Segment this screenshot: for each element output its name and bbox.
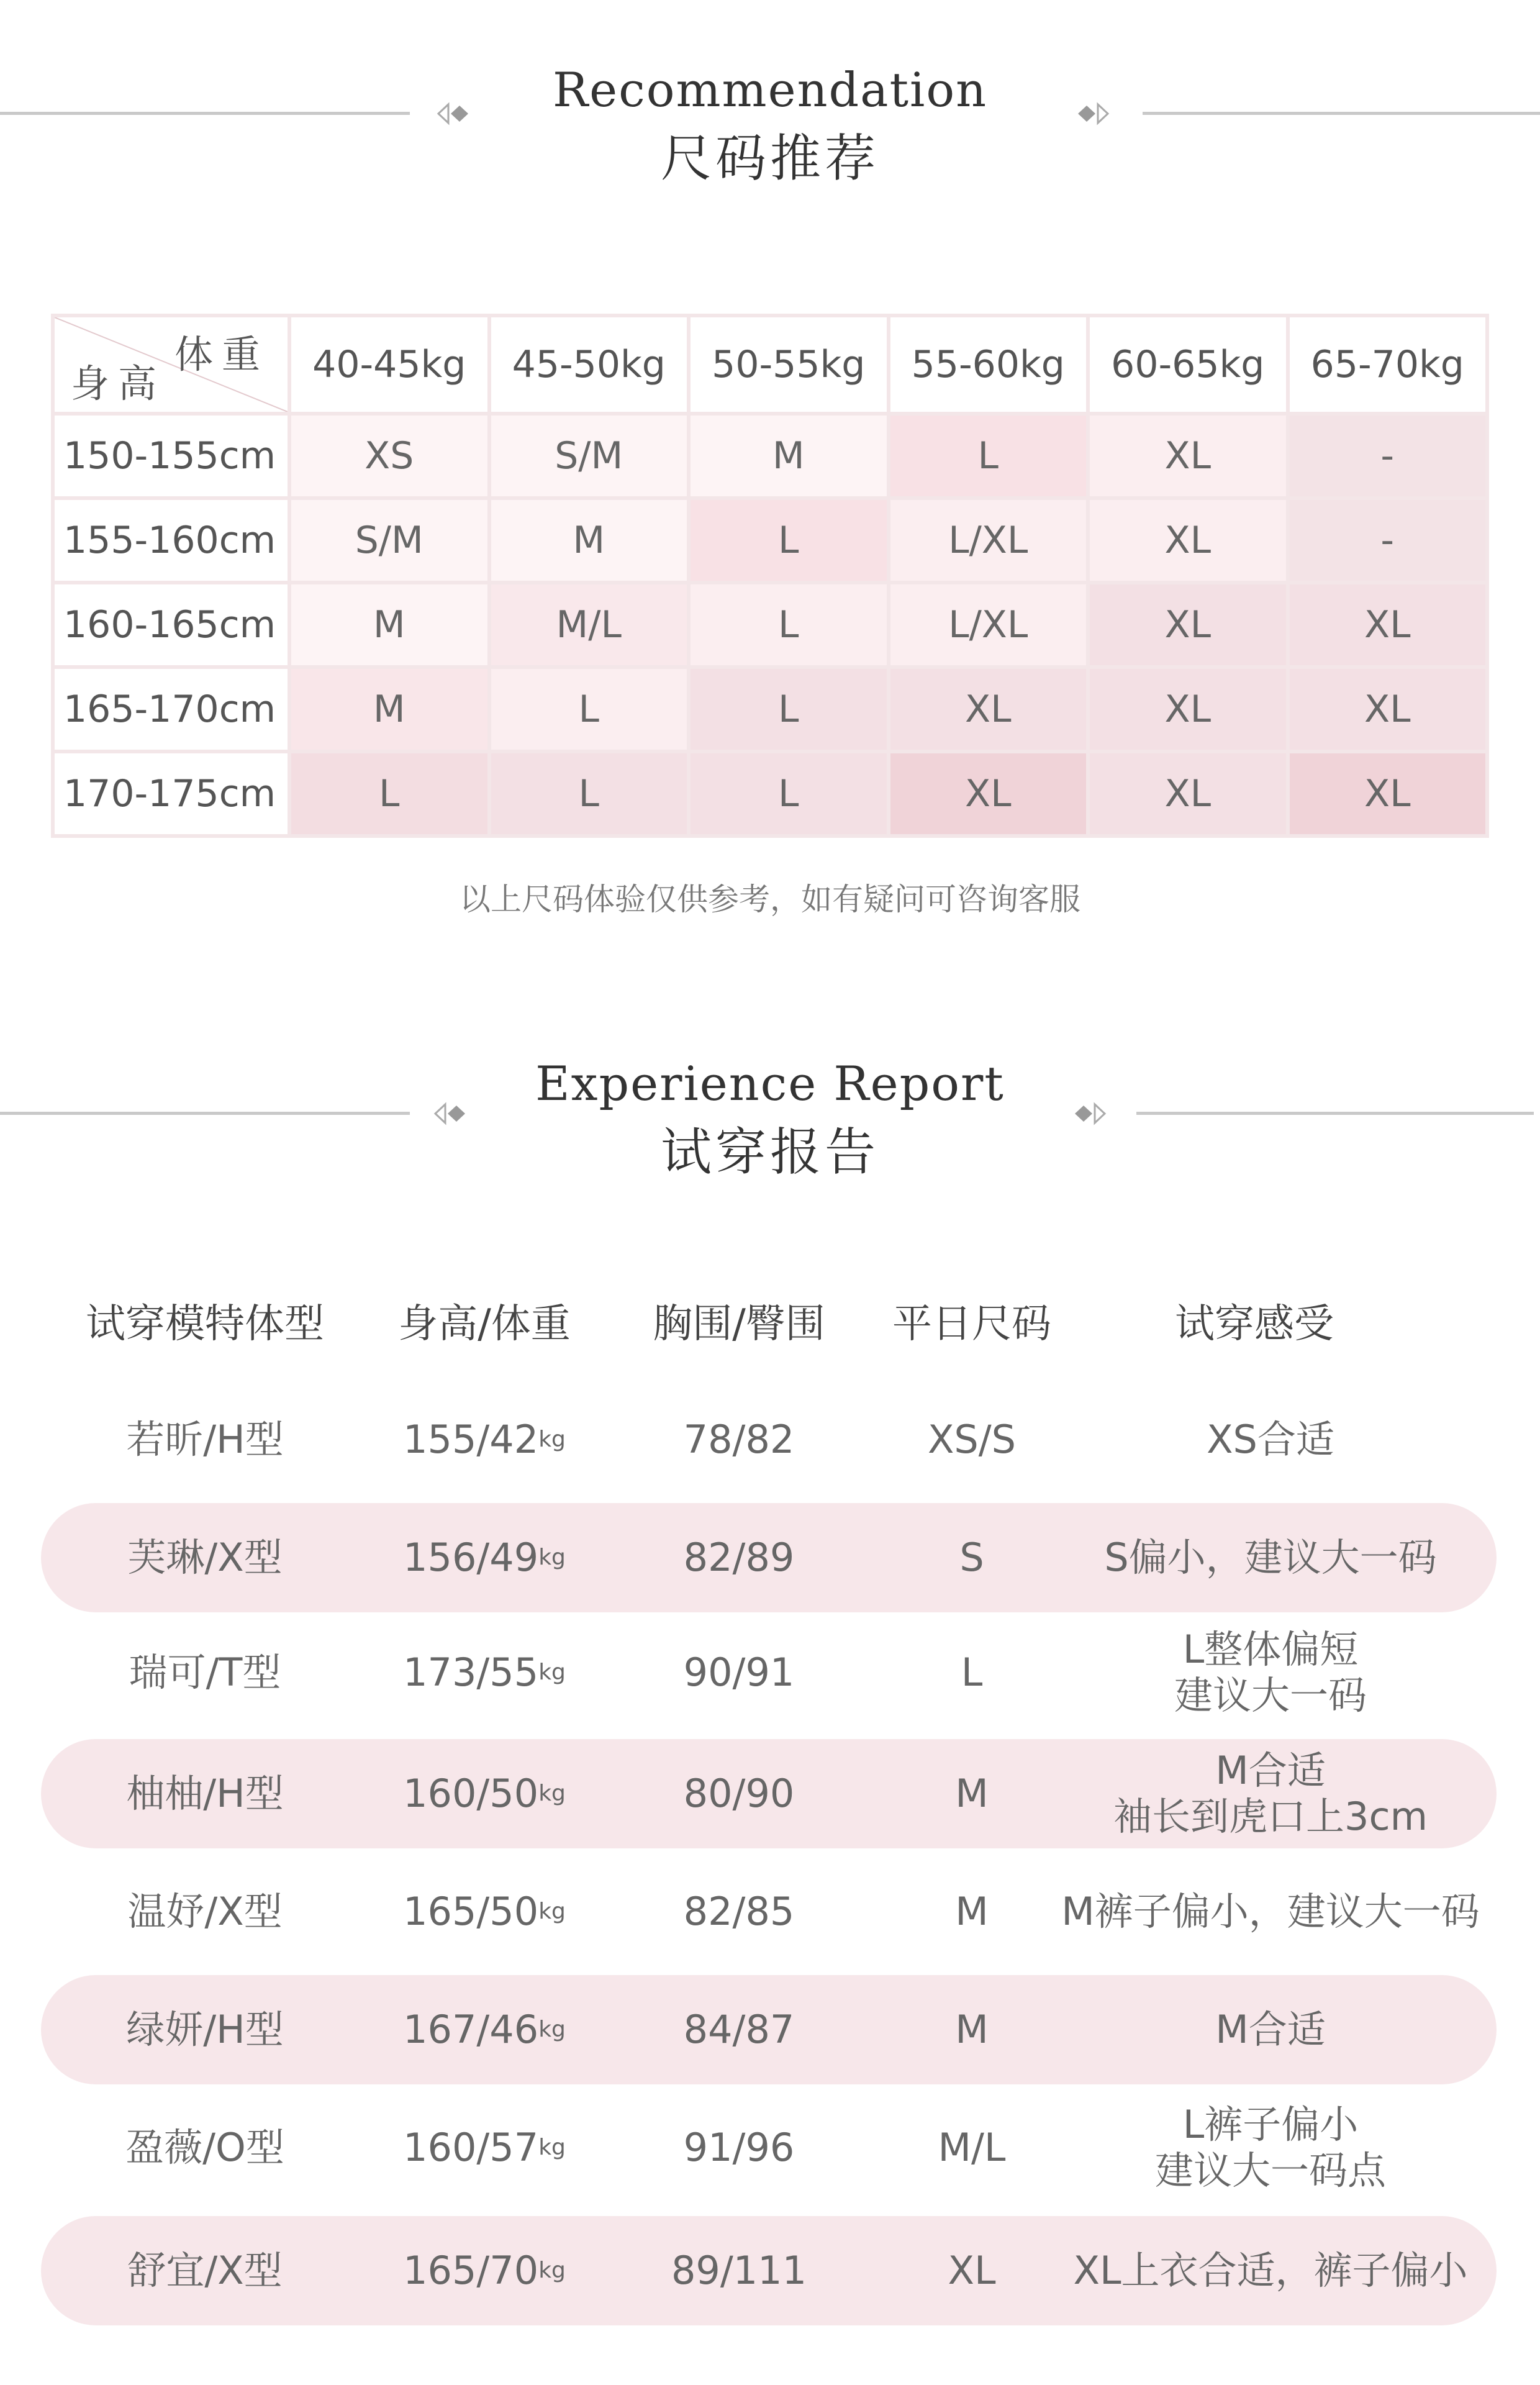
- usual-size: XS/S: [927, 1416, 1017, 1462]
- weight-header: 40-45kg: [291, 317, 487, 412]
- height-weight-value: 167/46: [403, 2006, 539, 2052]
- report-row: [41, 1975, 1497, 2084]
- size-cell: XL: [890, 753, 1087, 834]
- column-header: 试穿模特体型: [86, 1301, 324, 1347]
- report-row: [41, 1385, 1497, 1494]
- size-cell: -: [1290, 500, 1486, 581]
- size-cell: L: [691, 669, 887, 750]
- feedback-line: XL上衣合适，裤子偏小: [1073, 2247, 1468, 2293]
- height-weight-value: 160/50: [403, 1770, 539, 1816]
- size-recommendation-table: [51, 314, 1489, 838]
- report-header-row: [0, 1292, 1540, 1354]
- report-row: [41, 1739, 1497, 1848]
- usual-size: M/L: [938, 2124, 1006, 2170]
- weight-header: 65-70kg: [1290, 317, 1486, 412]
- size-cell: XL: [1090, 500, 1286, 581]
- feedback-line: 袖长到虎口上3cm: [1113, 1794, 1428, 1839]
- kg-unit: kg: [538, 1660, 566, 1686]
- section-title-en: Experience Report: [535, 1056, 1005, 1111]
- size-cell: XL: [1290, 584, 1486, 665]
- kg-unit: kg: [538, 1545, 566, 1571]
- feedback-line: 建议大一码点: [1154, 2148, 1386, 2193]
- usual-size: M: [955, 1888, 989, 1934]
- size-cell: XL: [1090, 669, 1286, 750]
- kg-unit: kg: [538, 2017, 566, 2043]
- feedback-line: XS合适: [1207, 1416, 1334, 1462]
- size-cell: S/M: [491, 416, 687, 496]
- recommendation-header: [0, 50, 1540, 236]
- model-type: 盈薇/O型: [125, 2124, 284, 2170]
- bust-hip: 82/85: [683, 1888, 795, 1934]
- height-weight-value: 165/50: [403, 1888, 539, 1934]
- model-type: 绿妍/H型: [126, 2006, 284, 2052]
- report-row: [41, 1857, 1497, 1966]
- size-cell: M/L: [491, 584, 687, 665]
- size-cell: M: [491, 500, 687, 581]
- height-weight-value: 160/57: [403, 2124, 539, 2170]
- height-weight: [366, 2216, 602, 2325]
- report-row: [41, 1503, 1497, 1612]
- usual-size: L: [961, 1649, 983, 1695]
- usual-size: XL: [948, 2247, 996, 2293]
- size-cell: XL: [1090, 584, 1286, 665]
- fitting-feedback: [1059, 2093, 1482, 2202]
- size-cell: L/XL: [890, 500, 1087, 581]
- height-weight-value: 173/55: [403, 1649, 539, 1695]
- table-row: [55, 500, 1485, 581]
- feedback-line: M裤子偏小，建议大一码: [1061, 1888, 1480, 1934]
- height-weight: [366, 1857, 602, 1966]
- size-cell: XL: [1290, 669, 1486, 750]
- table-row: [55, 584, 1485, 665]
- fitting-feedback: [1059, 1618, 1482, 1727]
- size-cell: -: [1290, 416, 1486, 496]
- size-cell: L: [291, 753, 487, 834]
- kg-unit: kg: [538, 2258, 566, 2284]
- kg-unit: kg: [538, 1427, 566, 1453]
- report-row: [41, 1618, 1497, 1727]
- fitting-feedback: [1059, 1857, 1482, 1966]
- usual-size: S: [959, 1534, 984, 1580]
- size-cell: XS: [291, 416, 487, 496]
- column-header: 胸围/臀围: [653, 1301, 825, 1347]
- kg-unit: kg: [538, 2135, 566, 2161]
- size-cell: M: [291, 669, 487, 750]
- corner-height-label: 身高: [71, 361, 166, 406]
- table-row: [55, 416, 1485, 496]
- fitting-feedback: [1059, 1503, 1482, 1612]
- size-cell: XL: [1090, 416, 1286, 496]
- height-weight: [366, 1618, 602, 1727]
- size-cell: L/XL: [890, 584, 1087, 665]
- model-type: 芙琳/X型: [127, 1534, 283, 1580]
- height-header: 150-155cm: [55, 416, 288, 496]
- table-row: [55, 669, 1485, 750]
- height-weight: [366, 1503, 602, 1612]
- size-cell: XL: [1090, 753, 1286, 834]
- kg-unit: kg: [538, 1899, 566, 1925]
- bust-hip: 89/111: [671, 2247, 807, 2293]
- height-weight-value: 155/42: [403, 1416, 539, 1462]
- fitting-feedback: [1059, 1385, 1482, 1494]
- column-header: 身高/体重: [398, 1301, 571, 1347]
- height-weight: [366, 2093, 602, 2202]
- height-weight-value: 165/70: [403, 2247, 539, 2293]
- size-cell: M: [691, 416, 887, 496]
- size-cell: L: [691, 584, 887, 665]
- bust-hip: 91/96: [683, 2124, 795, 2170]
- column-header: 试穿感受: [1175, 1301, 1334, 1347]
- section-title-cn: 尺码推荐: [660, 129, 879, 188]
- height-weight-value: 156/49: [403, 1534, 539, 1580]
- table-row: [55, 753, 1485, 834]
- bust-hip: 80/90: [683, 1770, 795, 1816]
- size-cell: XL: [890, 669, 1087, 750]
- model-type: 柚柚/H型: [126, 1770, 284, 1816]
- size-cell: L: [691, 500, 887, 581]
- size-cell: L: [491, 753, 687, 834]
- bust-hip: 78/82: [683, 1416, 795, 1462]
- usual-size: M: [955, 2006, 989, 2052]
- usual-size: M: [955, 1770, 989, 1816]
- model-type: 瑞可/T型: [129, 1649, 281, 1695]
- feedback-line: L裤子偏小: [1182, 2101, 1359, 2147]
- height-header: 165-170cm: [55, 669, 288, 750]
- height-header: 170-175cm: [55, 753, 288, 834]
- height-header: 160-165cm: [55, 584, 288, 665]
- size-cell: M: [291, 584, 487, 665]
- size-cell: L: [890, 416, 1087, 496]
- table-header-row: [55, 317, 1485, 412]
- section-title-en: Recommendation: [552, 62, 988, 117]
- bust-hip: 84/87: [683, 2006, 795, 2052]
- feedback-line: 建议大一码: [1174, 1673, 1367, 1718]
- model-type: 若昕/H型: [126, 1416, 284, 1462]
- model-type: 温妤/X型: [127, 1888, 283, 1934]
- size-cell: XL: [1290, 753, 1486, 834]
- weight-header: 55-60kg: [890, 317, 1087, 412]
- bust-hip: 90/91: [683, 1649, 795, 1695]
- report-row: [41, 2093, 1497, 2202]
- column-header: 平日尺码: [892, 1301, 1051, 1347]
- fitting-feedback: [1059, 1975, 1482, 2084]
- size-cell: L: [691, 753, 887, 834]
- experience-report-header: [0, 1031, 1540, 1217]
- feedback-line: M合适: [1215, 2006, 1326, 2052]
- height-weight: [366, 1739, 602, 1848]
- table-corner: [55, 317, 288, 412]
- fitting-feedback: [1059, 1739, 1482, 1848]
- report-row: [41, 2216, 1497, 2325]
- height-weight: [366, 1385, 602, 1494]
- weight-header: 50-55kg: [691, 317, 887, 412]
- size-cell: L: [491, 669, 687, 750]
- model-type: 舒宜/X型: [127, 2247, 283, 2293]
- size-note: 以上尺码体验仅供参考，如有疑问可咨询客服: [460, 881, 1080, 917]
- kg-unit: kg: [538, 1781, 566, 1807]
- size-cell: S/M: [291, 500, 487, 581]
- fitting-feedback: [1059, 2216, 1482, 2325]
- corner-weight-label: 体重: [174, 332, 269, 377]
- feedback-line: S偏小，建议大一码: [1104, 1534, 1437, 1580]
- weight-header: 60-65kg: [1090, 317, 1286, 412]
- height-header: 155-160cm: [55, 500, 288, 581]
- height-weight: [366, 1975, 602, 2084]
- feedback-line: M合适: [1215, 1747, 1326, 1793]
- bust-hip: 82/89: [683, 1534, 795, 1580]
- section-title-cn: 试穿报告: [660, 1123, 879, 1182]
- weight-header: 45-50kg: [491, 317, 687, 412]
- feedback-line: L整体偏短: [1182, 1626, 1359, 1672]
